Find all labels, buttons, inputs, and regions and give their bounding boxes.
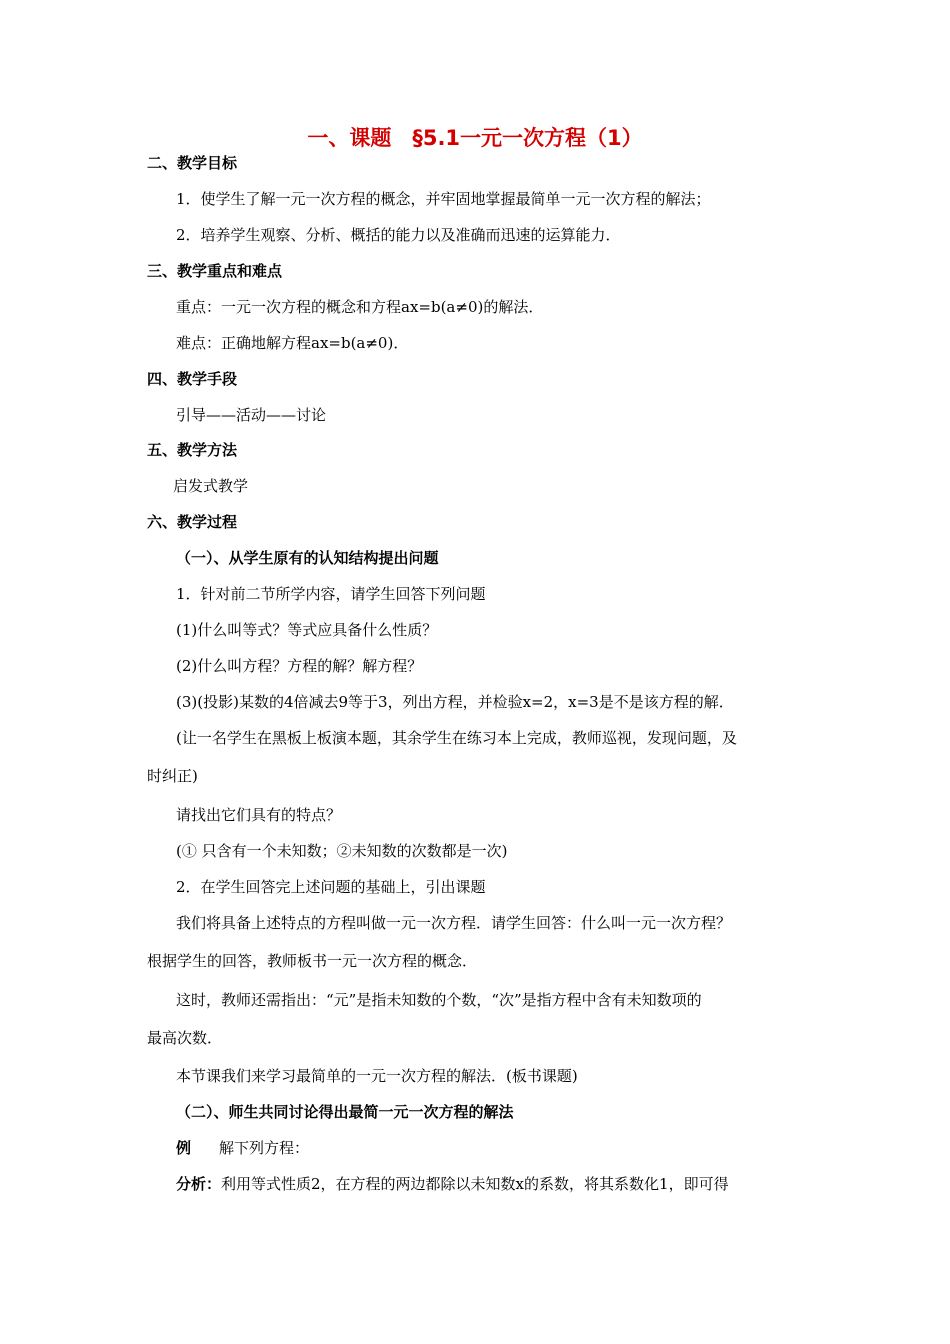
teaching-means-text: 引导——活动——讨论 (176, 406, 327, 424)
heading-teaching-means: 四、教学手段 (147, 370, 238, 388)
example-text: 解下列方程： (219, 1139, 310, 1157)
process-item-1: 1．针对前二节所学内容，请学生回答下列问题 (176, 585, 486, 603)
difficult-point: 难点：正确地解方程ax=b(a≠0)． (176, 334, 409, 352)
heading-teaching-method: 五、教学方法 (147, 441, 238, 459)
question-1: (1)什么叫等式？等式应具备什么性质？ (176, 621, 438, 639)
features-answer: (① 只含有一个未知数；②未知数的次数都是一次) (176, 842, 508, 860)
definition-line-2: 根据学生的回答，教师板书一元一次方程的概念． (147, 952, 478, 970)
analysis-text: 利用等式性质2，在方程的两边都除以未知数x的系数，将其系数化1，即可得 (221, 1175, 729, 1193)
lesson-intro: 本节课我们来学习最简单的一元一次方程的解法．(板书课题) (176, 1067, 578, 1085)
process-item-2: 2．在学生回答完上述问题的基础上，引出课题 (176, 878, 486, 896)
goal-item-2: 2．培养学生观察、分析、概括的能力以及准确而迅速的运算能力． (176, 226, 621, 244)
heading-key-points: 三、教学重点和难点 (147, 262, 283, 280)
explanation-line-2: 最高次数． (147, 1029, 223, 1047)
note-line-1: (让一名学生在黑板上板演本题，其余学生在练习本上完成，教师巡视，发现问题，及 (176, 729, 737, 747)
teaching-method-text: 启发式教学 (173, 477, 249, 495)
example-label: 例 (176, 1139, 192, 1157)
analysis-label: 分析： (176, 1175, 222, 1193)
explanation-line-1: 这时，教师还需指出：“元”是指未知数的个数，“次”是指方程中含有未知数项的 (176, 991, 702, 1009)
heading-teaching-goals: 二、教学目标 (147, 154, 238, 172)
subheading-part-1: （一）、从学生原有的认知结构提出问题 (176, 549, 439, 567)
heading-teaching-process: 六、教学过程 (147, 513, 238, 531)
subheading-part-2: （二）、师生共同讨论得出最简一元一次方程的解法 (176, 1103, 514, 1121)
example-line (176, 1138, 309, 1158)
key-point: 重点：一元一次方程的概念和方程ax=b(a≠0)的解法． (176, 298, 544, 316)
question-3: (3)(投影)某数的4倍减去9等于3，列出方程，并检验x=2，x=3是不是该方程的解． (176, 693, 734, 711)
lesson-title: 一、课题 §5.1一元一次方程（1） (307, 126, 643, 150)
question-2: (2)什么叫方程？方程的解？解方程？ (176, 657, 423, 675)
ask-features: 请找出它们具有的特点？ (176, 806, 342, 824)
goal-item-1: 1．使学生了解一元一次方程的概念，并牢固地掌握最简单一元一次方程的解法； (176, 190, 711, 208)
definition-line-1: 我们将具备上述特点的方程叫做一元一次方程．请学生回答：什么叫一元一次方程？ (176, 914, 732, 932)
note-line-2: 时纠正) (147, 767, 198, 785)
analysis-line (176, 1174, 729, 1194)
